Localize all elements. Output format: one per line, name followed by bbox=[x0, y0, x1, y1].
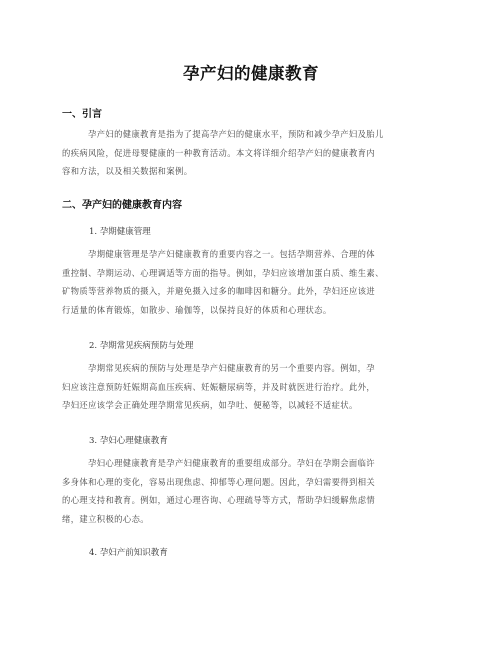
mental-health-paragraph bbox=[62, 454, 442, 528]
paragraph-line: 孕产妇的健康教育是指为了提高孕产妇的健康水平，预防和减少孕产妇及胎儿 bbox=[88, 129, 384, 139]
paragraph-line: 多身体和心理的变化，容易出现焦虑、抑郁等心理问题。因此，孕妇需要得到相关 bbox=[62, 476, 376, 487]
intro-paragraph bbox=[62, 125, 442, 181]
paragraph-line: 容和方法，以及相关数据和案例。 bbox=[62, 166, 193, 177]
paragraph-line: 孕期常见疾病的预防与处理是孕产妇健康教育的另一个重要内容。例如，孕 bbox=[88, 363, 375, 373]
document-title: 孕产妇的健康教育 bbox=[183, 64, 319, 83]
subsection-heading-prenatal-health: 1. 孕期健康管理 bbox=[89, 227, 151, 237]
paragraph-line: 的心理支持和教育。例如，通过心理咨询、心理疏导等方式，帮助孕妇缓解焦虑情 bbox=[62, 495, 376, 506]
paragraph-line: 孕妇心理健康教育是孕产妇健康教育的重要组成部分。孕妇在孕期会面临许 bbox=[88, 458, 375, 468]
section-heading-content: 二、孕产妇的健康教育内容 bbox=[62, 200, 182, 211]
paragraph-line: 重控制、孕期运动、心理调适等方面的指导。例如，孕妇应该增加蛋白质、维生素、 bbox=[62, 267, 384, 278]
paragraph-line: 妇应该注意预防妊娠期高血压疾病、妊娠糖尿病等，并及时就医进行治疗。此外， bbox=[62, 381, 376, 392]
paragraph-line: 行适量的体育锻炼，如散步、瑜伽等，以保持良好的体质和心理状态。 bbox=[62, 304, 332, 315]
paragraph-line: 的疾病风险，促进母婴健康的一种教育活动。本文将详细介绍孕产妇的健康教育内 bbox=[62, 147, 376, 158]
subsection-heading-prenatal-knowledge: 4. 孕妇产前知识教育 bbox=[89, 548, 168, 558]
paragraph-line: 矿物质等营养物质的摄入，并避免摄入过多的咖啡因和糖分。此外，孕妇还应该进 bbox=[62, 286, 376, 297]
paragraph-line: 孕期健康管理是孕产妇健康教育的重要内容之一。包括孕期营养、合理的体 bbox=[88, 249, 375, 259]
prenatal-health-paragraph bbox=[62, 245, 442, 319]
paragraph-line: 孕妇还应该学会正确处理孕期常见疾病，如孕吐、便秘等，以减轻不适症状。 bbox=[62, 400, 358, 411]
section-heading-intro: 一、引言 bbox=[62, 109, 102, 120]
subsection-heading-mental-health: 3. 孕妇心理健康教育 bbox=[89, 436, 168, 446]
subsection-heading-disease-prevention: 2. 孕期常见疾病预防与处理 bbox=[89, 341, 194, 351]
paragraph-line: 绪，建立积极的心态。 bbox=[62, 513, 149, 524]
disease-prevention-paragraph bbox=[62, 359, 442, 415]
